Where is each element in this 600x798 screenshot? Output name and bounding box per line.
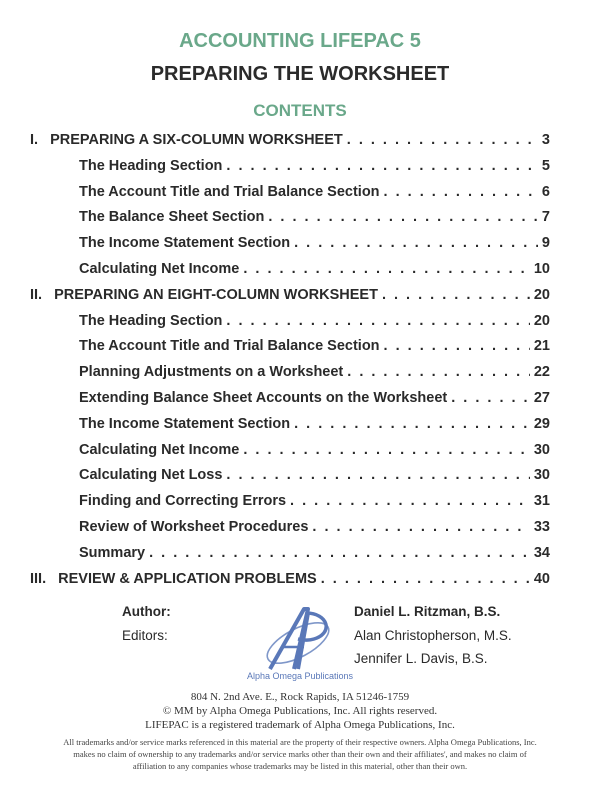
series-title: ACCOUNTING LIFEPAC 5 (179, 30, 421, 52)
dot-leader (226, 313, 529, 329)
toc-entry-label: Extending Balance Sheet Accounts on the Worksheet (79, 390, 448, 406)
toc-entry (79, 261, 550, 283)
dot-leader (451, 390, 530, 406)
dot-leader (226, 467, 529, 483)
toc-entry (79, 493, 550, 515)
dot-leader (347, 132, 538, 148)
editor-name: Alan Christopherson, M.S. (354, 628, 512, 643)
toc-page-number: 5 (541, 157, 550, 174)
dot-leader (243, 442, 530, 458)
publisher-logo-caption: Alpha Omega Publications (246, 671, 354, 681)
copyright: © MM by Alpha Omega Publications, Inc. All rights reserved. (162, 705, 438, 717)
toc-entry (79, 519, 550, 541)
toc-page-number: 9 (541, 235, 550, 252)
toc-section (30, 571, 550, 593)
toc-page-number: 30 (533, 467, 550, 484)
toc-section-number: I. (30, 132, 39, 148)
toc-page-number: 34 (533, 544, 550, 561)
toc-section-number: II. (30, 286, 43, 303)
toc-entry-label: PREPARING AN EIGHT-COLUMN WORKSHEET (54, 286, 378, 303)
author-label: Author: (122, 604, 171, 619)
toc-entry-label: Calculating Net Income (79, 441, 240, 458)
toc-section (30, 287, 550, 309)
dot-leader (290, 493, 530, 509)
toc-page-number: 27 (533, 390, 550, 406)
toc-entry (79, 390, 550, 412)
trademark-notice: LIFEPAC is a registered trademark of Alpha Omega Publications, Inc. (145, 719, 455, 731)
legal-notice-line: makes no claim of ownership to any trademarks and/or service marks other than their own and their affiliates', and makes no claim of (73, 749, 527, 759)
toc-entry (79, 184, 550, 206)
toc-entry-label: The Balance Sheet Section (79, 209, 265, 226)
dot-leader (294, 416, 530, 432)
toc-entry (79, 416, 550, 438)
toc-page-number: 31 (533, 493, 550, 510)
toc-entry-label: Summary (79, 544, 146, 561)
toc-page-number: 22 (533, 364, 550, 381)
toc-entry-label: The Account Title and Trial Balance Section (79, 338, 380, 355)
dot-leader (382, 287, 530, 303)
address: 804 N. 2nd Ave. E., Rock Rapids, IA 51246-1759 (190, 691, 410, 703)
legal-notice-line: affiliation to any companies whose trademarks may be listed in this material, other than their own. (132, 761, 468, 771)
toc-section (30, 132, 550, 154)
toc-entry-label: REVIEW & APPLICATION PROBLEMS (58, 570, 317, 587)
page-title: PREPARING THE WORKSHEET (150, 63, 450, 85)
toc-page-number: 33 (533, 519, 550, 535)
dot-leader (321, 571, 530, 587)
toc-section-number: III. (30, 570, 47, 587)
dot-leader (384, 338, 530, 354)
editors-label: Editors: (122, 628, 168, 643)
toc-page-number: 20 (533, 286, 550, 303)
editor-name: Jennifer L. Davis, B.S. (354, 651, 488, 666)
toc-entry-label: Calculating Net Loss (79, 467, 223, 484)
toc-entry (79, 313, 550, 335)
dot-leader (149, 545, 530, 561)
toc-entry-label: Review of Worksheet Procedures (79, 519, 309, 535)
toc-entry-label: The Account Title and Trial Balance Section (79, 183, 380, 200)
toc-page-number: 20 (533, 312, 550, 329)
toc-page-number: 10 (533, 261, 550, 277)
dot-leader (294, 235, 538, 251)
toc-entry-label: The Heading Section (79, 312, 223, 329)
dot-leader (268, 209, 538, 225)
toc-entry-label: The Heading Section (79, 157, 223, 174)
toc-entry-label: Calculating Net Income (79, 261, 240, 277)
toc-entry (79, 467, 550, 489)
toc-page-number: 40 (533, 570, 550, 587)
toc-entry (79, 209, 550, 231)
dot-leader (226, 158, 538, 174)
toc-entry (79, 338, 550, 360)
toc-entry (79, 158, 550, 180)
author-name: Daniel L. Ritzman, B.S. (354, 604, 501, 619)
toc-entry-label: PREPARING A SIX-COLUMN WORKSHEET (50, 132, 343, 148)
toc-page-number: 29 (533, 415, 550, 432)
toc-page-number: 21 (533, 338, 550, 355)
toc-entry-label: The Income Statement Section (79, 415, 291, 432)
dot-leader (312, 519, 529, 535)
toc-entry (79, 545, 550, 567)
toc-entry (79, 235, 550, 257)
toc-page-number: 7 (541, 209, 550, 226)
toc-page-number: 6 (541, 183, 550, 200)
toc-entry-label: The Income Statement Section (79, 235, 291, 252)
contents-heading: CONTENTS (253, 101, 347, 120)
dot-leader (384, 184, 538, 200)
dot-leader (243, 261, 530, 277)
toc-entry (79, 442, 550, 464)
toc-page-number: 30 (533, 441, 550, 458)
toc-page-number: 3 (541, 132, 550, 148)
toc-entry-label: Planning Adjustments on a Worksheet (79, 364, 344, 381)
legal-notice-line: All trademarks and/or service marks referenced in this material are the property of their respective owners. Alpha Omega Publications, Inc. (63, 737, 537, 747)
toc-entry (79, 364, 550, 386)
dot-leader (347, 364, 530, 380)
toc-entry-label: Finding and Correcting Errors (79, 493, 287, 510)
